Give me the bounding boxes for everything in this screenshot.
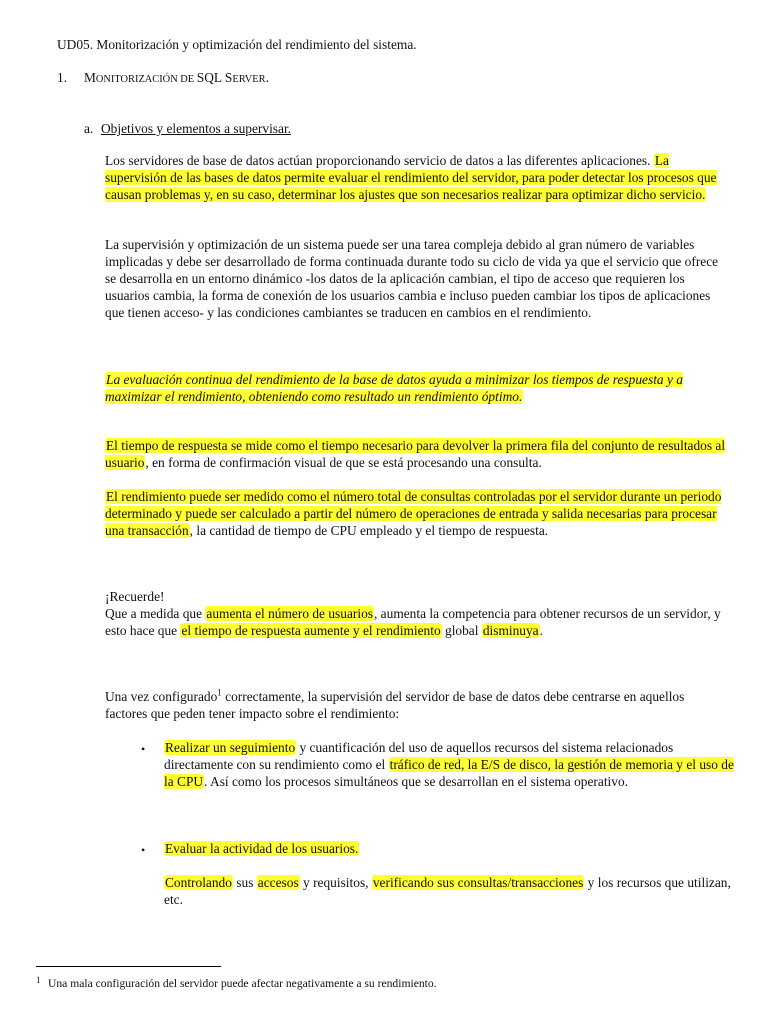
highlighted-text: Realizar un seguimiento	[165, 740, 296, 755]
highlighted-text: verificando sus consultas/transacciones	[372, 875, 584, 890]
footnote-reference[interactable]: 1	[217, 687, 222, 698]
text-run: Los servidores de base de datos actúan proporcionando servicio de datos a las diferentes aplicaciones.	[105, 153, 654, 168]
paragraph-intro	[105, 152, 730, 203]
paragraph-throughput	[105, 488, 730, 539]
bullet-marker: •	[141, 742, 146, 756]
text-run: .	[539, 623, 543, 638]
text-run: y cuantificación del uso de aquellos recursos del sistema relacionados directamente con su rendimiento como el	[164, 740, 674, 772]
text-run: , en forma de confirmación visual de que se está procesando una consulta.	[145, 455, 542, 470]
text-run: y los recursos que utilizan, etc.	[164, 875, 731, 907]
highlighted-text: aumenta el número de usuarios	[206, 606, 373, 621]
highlighted-text: Evaluar la actividad de los usuarios.	[165, 841, 359, 856]
section-title-part: ERVER	[232, 74, 266, 85]
highlighted-text: accesos	[257, 875, 299, 890]
text-run: La supervisión y optimización de un sistema puede ser una tarea compleja debido al gran número de variables implicadas y debe ser desarrollado de forma continuada durante todo su ciclo de vida ya que el servicio que ofrece se desarrolla en un entorno dinámico -los datos de la aplicación cambian, el tipo de acceso que requieren los usuarios cambia, la forma de conexión de los usuarios cambia e incluso pueden cambiar los tipos de aplicaciones que tienen acceso- y las condiciones cambiantes se traducen en cambios en el rendimiento.	[105, 237, 719, 320]
highlighted-text: tráfico de red, la E/S de disco, la gestión de memoria y el uso de la CPU	[164, 757, 734, 789]
section-number: 1.	[57, 70, 68, 85]
highlighted-text: El tiempo de respuesta se mide como el tiempo necesario para devolver la primera fila del conjunto de resultados al usuario	[105, 438, 726, 470]
footnote-text: Una mala configuración del servidor puede afectar negativamente a su rendimiento.	[48, 977, 437, 990]
bullet-monitoring	[164, 739, 734, 790]
subsection-letter: a.	[84, 121, 94, 136]
section-title-part: SQL S	[196, 70, 233, 85]
footnote-separator	[36, 966, 221, 967]
configuration-text-start: Una vez configurado	[105, 689, 218, 704]
bullet-marker: •	[141, 843, 146, 857]
document-header: UD05. Monitorización y optimización del rendimiento del sistema.	[57, 37, 417, 52]
paragraph-configuration	[105, 688, 730, 722]
text-run: Que a medida que	[105, 606, 206, 621]
highlighted-text: La evaluación continua del rendimiento de la base de datos ayuda a minimizar los tiempos de respuesta y a maximizar el rendimiento, obteniendo como resultado un rendimiento óptimo.	[105, 372, 683, 404]
bullet-user-activity	[164, 840, 734, 857]
footnote-marker: 1	[36, 975, 41, 985]
text-run: y requisitos,	[299, 875, 372, 890]
text-run: , la cantidad de tiempo de CPU empleado y el tiempo de respuesta.	[189, 523, 549, 538]
section-title-part: .	[265, 70, 269, 85]
highlighted-text: La supervisión de las bases de datos permite evaluar el rendimiento del servidor, para poder detectar los procesos que causan problemas y, en su caso, determinar los ajustes que son necesarios realizar para optimizar dicho servicio.	[105, 153, 717, 202]
text-run: sus	[232, 875, 257, 890]
remember-title: ¡Recuerde!	[105, 589, 165, 604]
text-run: global	[441, 623, 482, 638]
highlighted-text: disminuya	[482, 623, 539, 638]
section-title-part: M	[84, 70, 96, 85]
configuration-text-end: correctamente, la supervisión del servidor de base de datos debe centrarse en aquellos factores que peden tener impacto sobre el rendimiento:	[105, 689, 685, 721]
subsection-title: Objetivos y elementos a supervisar.	[101, 121, 292, 136]
text-run: . Así como los procesos simultáneos que se desarrollan en el sistema operativo.	[204, 774, 629, 789]
paragraph-remember	[105, 605, 730, 639]
section-title	[84, 69, 269, 88]
highlighted-text: El rendimiento puede ser medido como el número total de consultas controladas por el servidor durante un periodo determinado y puede ser calculado a partir del número de operaciones de entrada y salida necesarias para procesar una transacción	[105, 489, 722, 538]
section-title-part: ONITORIZACIÓN DE	[95, 74, 197, 85]
bullet-user-activity-detail	[164, 874, 734, 908]
highlighted-text: el tiempo de respuesta aumente y el rendimiento	[181, 623, 441, 638]
paragraph-response-time	[105, 437, 730, 471]
highlighted-text: Controlando	[165, 875, 232, 890]
paragraph-evaluation	[105, 371, 730, 405]
paragraph-complexity	[105, 236, 730, 321]
text-run: , aumenta la competencia para obtener recursos de un servidor, y esto hace que	[105, 606, 721, 638]
